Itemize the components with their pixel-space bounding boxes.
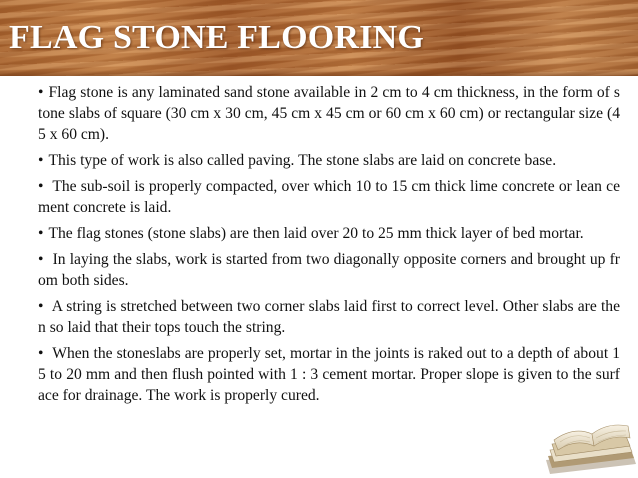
bullet-text: In laying the slabs, work is started from two diagonally opposite corners and brought up from both sides. [38,251,620,289]
page-title: FLAG STONE FLOORING [9,19,425,56]
bullet-item-3 [38,176,620,218]
open-book-icon [540,400,638,478]
bullet-symbol: • [38,152,44,169]
bullet-text: Flag stone is any laminated sand stone available in 2 cm to 4 cm thickness, in the form of stone slabs of square (30 cm x 30 cm, 45 cm x 45 cm or 60 cm x 60 cm) or rectangular size (45 x 60 cm). [38,84,620,143]
bullet-text: When the stoneslabs are properly set, mortar in the joints is raked out to a depth of about 15 to 20 mm and then flush pointed with 1 : 3 cement mortar. Proper slope is given to the surface for drainage. The work is properly cured. [38,345,620,404]
bullet-item-6 [38,296,620,338]
title-banner [0,0,638,76]
bullet-item-4 [38,223,620,244]
bullet-symbol: • [38,298,44,315]
bullet-item-7 [38,343,620,406]
bullet-list [38,82,620,411]
bullet-symbol: • [38,178,44,195]
bullet-text: This type of work is also called paving. The stone slabs are laid on concrete base. [48,152,557,169]
bullet-item-2 [38,150,620,171]
bullet-symbol: • [38,84,44,101]
bullet-symbol: • [38,345,44,362]
bullet-item-1 [38,82,620,145]
bullet-text: A string is stretched between two corner slabs laid first to correct level. Other slabs are then so laid that their tops touch the string. [38,298,620,336]
bullet-text: The sub-soil is properly compacted, over which 10 to 15 cm thick lime concrete or lean cement concrete is laid. [38,178,620,216]
bullet-symbol: • [38,251,44,268]
bullet-item-5 [38,249,620,291]
bullet-symbol: • [38,225,44,242]
bullet-text: The flag stones (stone slabs) are then laid over 20 to 25 mm thick layer of bed mortar. [48,225,584,242]
